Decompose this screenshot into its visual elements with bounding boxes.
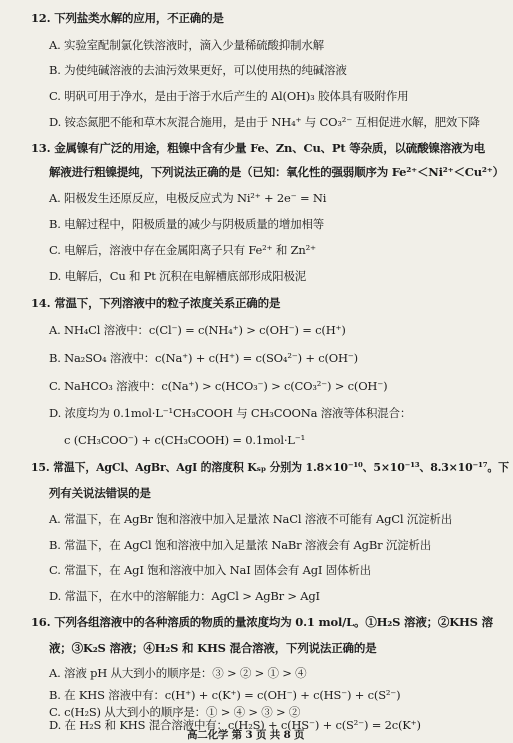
question-16-option-c: C. c(H₂S) 从大到小的顺序是：① > ④ > ③ > ② <box>49 705 301 719</box>
question-12-option-d: D. 铵态氮肥不能和草木灰混合施用，是由于 NH₄⁺ 与 CO₃²⁻ 互相促进水解，肥效下降 <box>49 115 480 129</box>
question-12-option-a: A. 实验室配制氯化铁溶液时，滴入少量稀硫酸抑制水解 <box>49 38 324 52</box>
question-14-option-d-equation: c (CH₃COO⁻) + c(CH₃COOH) = 0.1mol·L⁻¹ <box>64 433 306 447</box>
question-14-option-c: C. NaHCO₃ 溶液中：c(Na⁺) > c(HCO₃⁻) > c(CO₃²⁻) > c(OH⁻) <box>49 379 388 393</box>
question-15-option-c: C. 常温下，在 AgI 饱和溶液中加入 NaI 固体会有 AgI 固体析出 <box>49 563 371 577</box>
question-15-stem-line-2: 列有关说法错误的是 <box>49 486 151 500</box>
question-14-option-a: A. NH₄Cl 溶液中：c(Cl⁻) = c(NH₄⁺) > c(OH⁻) = c(H⁺) <box>49 323 346 337</box>
question-15-option-a: A. 常温下，在 AgBr 饱和溶液中加入足量浓 NaCl 溶液不可能有 AgCl 沉淀析出 <box>49 512 453 526</box>
question-15-option-d: D. 常温下，在水中的溶解能力：AgCl > AgBr > AgI <box>49 589 320 603</box>
question-16-option-d: D. 在 H₂S 和 KHS 混合溶液中有：c(H₂S) + c(HS⁻) + c(S²⁻) = 2c(K⁺) <box>49 718 421 732</box>
question-16-stem-line-2: 液；③K₂S 溶液；④H₂S 和 KHS 混合溶液，下列说法正确的是 <box>49 641 377 655</box>
question-12-option-b: B. 为使纯碱溶液的去油污效果更好，可以使用热的纯碱溶液 <box>49 63 347 77</box>
question-15-option-b: B. 常温下，在 AgCl 饱和溶液中加入足量浓 NaBr 溶液会有 AgBr 沉淀析出 <box>49 538 432 552</box>
question-15-stem-line-1: 15. 常温下，AgCl、AgBr、AgI 的溶度积 Kₛₚ 分别为 1.8×10⁻¹⁰、5×10⁻¹³、8.3×10⁻¹⁷。下 <box>31 460 509 474</box>
question-12-stem: 12. 下列盐类水解的应用，不正确的是 <box>31 11 224 25</box>
question-14-option-d: D. 浓度均为 0.1mol·L⁻¹CH₃COOH 与 CH₃COONa 溶液等体积混合： <box>49 406 412 420</box>
question-13-option-a: A. 阳极发生还原反应，电极反应式为 Ni²⁺ + 2e⁻ = Ni <box>49 191 327 205</box>
question-13-option-d: D. 电解后，Cu 和 Pt 沉积在电解槽底部形成阳极泥 <box>49 269 307 283</box>
question-13-option-c: C. 电解后，溶液中存在金属阳离子只有 Fe²⁺ 和 Zn²⁺ <box>49 243 316 257</box>
question-13-stem-line-2: 解液进行粗镍提纯，下列说法正确的是（已知：氧化性的强弱顺序为 Fe²⁺＜Ni²⁺＜Cu²⁺） <box>49 165 504 179</box>
question-14-option-b: B. Na₂SO₄ 溶液中：c(Na⁺) + c(H⁺) = c(SO₄²⁻) + c(OH⁻) <box>49 351 358 365</box>
question-16-option-b: B. 在 KHS 溶液中有：c(H⁺) + c(K⁺) = c(OH⁻) + c(HS⁻) + c(S²⁻) <box>49 688 401 702</box>
question-16-option-a: A. 溶液 pH 从大到小的顺序是：③ > ② > ① > ④ <box>49 666 307 680</box>
page-footer: 高二化学 第 3 页 共 8 页 <box>187 729 305 741</box>
question-13-option-b: B. 电解过程中，阳极质量的减少与阴极质量的增加相等 <box>49 217 325 231</box>
question-14-stem: 14. 常温下，下列溶液中的粒子浓度关系正确的是 <box>31 296 281 310</box>
question-12-option-c: C. 明矾可用于净水，是由于溶于水后产生的 Al(OH)₃ 胶体具有吸附作用 <box>49 89 409 103</box>
question-16-stem-line-1: 16. 下列各组溶液中的各种溶质的物质的量浓度均为 0.1 mol/L。①H₂S 溶液；②KHS 溶 <box>31 615 493 629</box>
question-13-stem-line-1: 13. 金属镍有广泛的用途，粗镍中含有少量 Fe、Zn、Cu、Pt 等杂质，以硫酸镍溶液为电 <box>31 141 485 155</box>
